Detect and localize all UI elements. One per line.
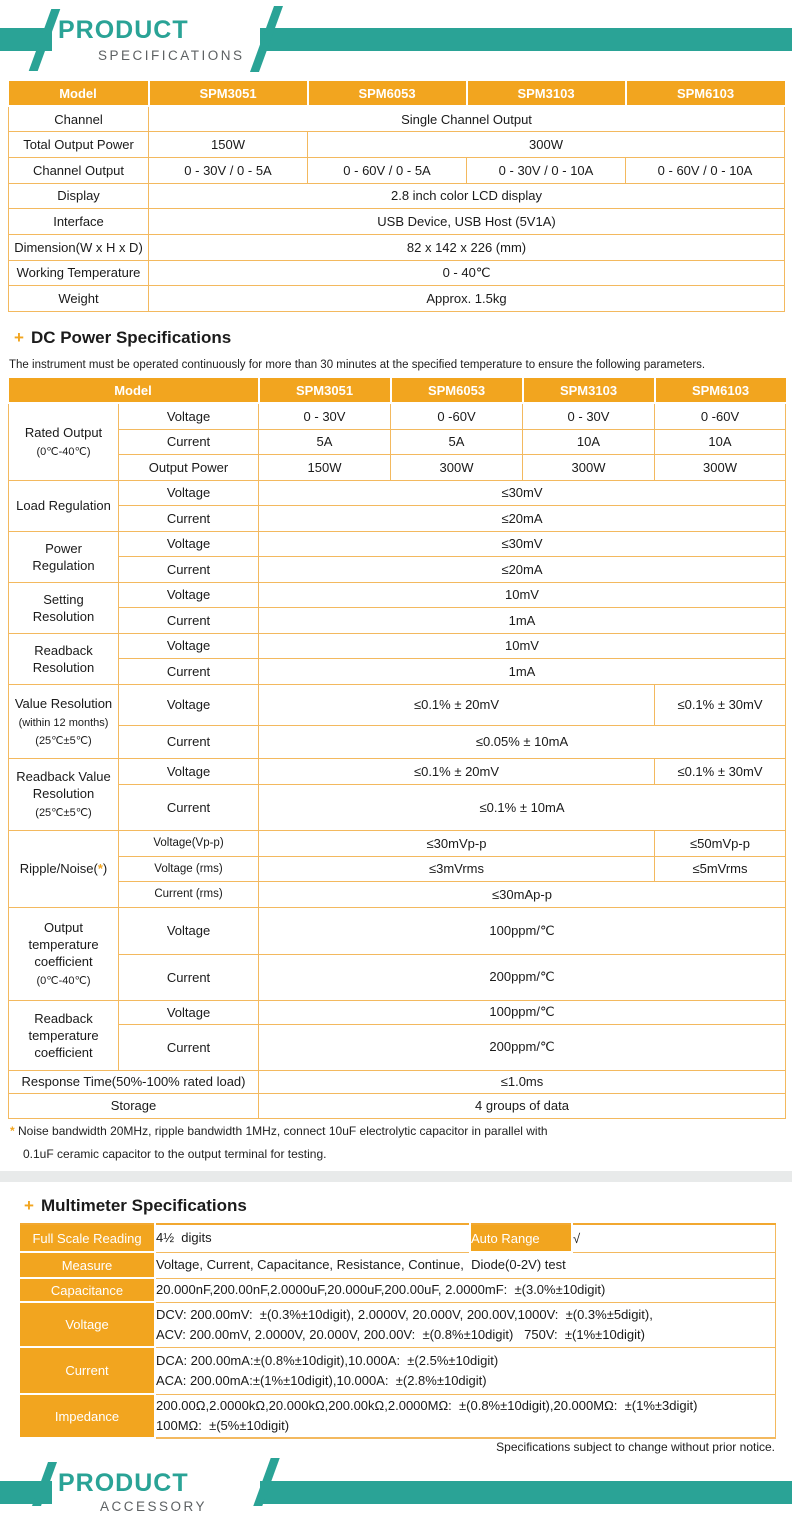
spec-value: USB Device, USB Host (5V1A)	[149, 209, 785, 235]
spec-value: 1mA	[259, 658, 786, 684]
spec-value-line: 200.00Ω,2.0000kΩ,20.000kΩ,200.00kΩ,2.0000MΩ: ±(0.8%±10digit),20.000MΩ: ±(1%±3digit)	[156, 1397, 698, 1413]
spec-value-line: Voltage, Current, Capacitance, Resistance, Continue, Diode(0-2V) test	[156, 1257, 566, 1273]
spec-value: ≤5mVrms	[655, 856, 786, 881]
spec-value: 10A	[655, 429, 786, 454]
table-row	[9, 429, 786, 454]
spec-value: ≤0.1% ± 30mV	[655, 758, 786, 784]
group-label	[9, 480, 119, 531]
group-label-text: Readback temperature coefficient	[28, 1010, 99, 1060]
table-row	[9, 531, 786, 556]
dc-section-note: The instrument must be operated continuously for more than 30 minutes at the specified temperature to ensure the following parameters.	[9, 359, 706, 371]
group-label-sub: (0℃-40℃)	[36, 446, 91, 459]
dc-footnote-line1	[10, 1124, 548, 1138]
spec-value-line: 100MΩ: ±(5%±10digit)	[156, 1417, 290, 1433]
row-label: Display	[9, 183, 149, 209]
spec-value: ≤1.0ms	[259, 1070, 786, 1093]
row-label: Dimension(W x H x D)	[9, 234, 149, 260]
dc-footnote-line2: 0.1uF ceramic capacitor to the output terminal for testing.	[23, 1147, 327, 1161]
table-row	[20, 1252, 775, 1278]
group-label-text: Readback Value Resolution	[16, 769, 111, 801]
spec-value-line: ACV: 200.00mV, 2.0000V, 20.000V, 200.00V: ±(0.8%±10digit) 750V: ±(1%±10digit)	[156, 1326, 645, 1342]
plus-icon: +	[14, 328, 24, 347]
param-label: Voltage	[119, 531, 259, 556]
spec-value: 0 - 30V	[259, 403, 391, 429]
table-row	[9, 725, 786, 758]
param-label: Voltage	[119, 907, 259, 954]
spec-value: 82 x 142 x 226 (mm)	[149, 234, 785, 260]
param-label: Voltage	[119, 480, 259, 505]
spec-value: 5A	[391, 429, 523, 454]
row-label: Current	[20, 1347, 155, 1394]
table-row	[9, 1093, 786, 1118]
disclaimer-note: Specifications subject to change without prior notice.	[496, 1440, 775, 1454]
group-label	[9, 758, 119, 830]
param-label: Voltage(Vp-p)	[119, 830, 259, 856]
table-row	[9, 556, 786, 582]
param-label: Current	[119, 725, 259, 758]
spec-value: ≤0.1% ± 20mV	[259, 684, 655, 725]
row-label: Interface	[9, 209, 149, 235]
spec-value: 200ppm/℃	[259, 1024, 786, 1070]
overview-table	[8, 81, 785, 312]
param-label: Voltage (rms)	[119, 856, 259, 881]
table-row	[9, 582, 786, 607]
footer-band-right	[260, 1481, 792, 1504]
spec-value: ≤30mVp-p	[259, 830, 655, 856]
row-label: Impedance	[20, 1394, 155, 1438]
table-row	[9, 658, 786, 684]
table-row	[9, 157, 785, 183]
table-row	[9, 607, 786, 633]
param-label: Current	[119, 1024, 259, 1070]
param-label: Voltage	[119, 1000, 259, 1024]
param-label: Current	[119, 429, 259, 454]
spec-value: 300W	[308, 132, 785, 158]
group-label-text: Rated Output	[24, 425, 103, 441]
spec-value	[155, 1302, 775, 1347]
row-label: Response Time(50%-100% rated load)	[9, 1070, 259, 1093]
spec-value: 100ppm/℃	[259, 907, 786, 954]
group-label-sub: (25℃±5℃)	[35, 734, 92, 747]
spec-value: 0 - 30V / 0 - 5A	[149, 157, 308, 183]
group-label-text: Readback Resolution	[32, 642, 95, 675]
spec-value: ≤0.1% ± 10mA	[259, 784, 786, 830]
checkmark-icon: √	[572, 1224, 775, 1252]
table-row	[9, 81, 785, 106]
spec-value: 200ppm/℃	[259, 954, 786, 1000]
spec-value: 100ppm/℃	[259, 1000, 786, 1024]
table-row	[9, 286, 785, 312]
dc-section-title-text: DC Power Specifications	[30, 328, 232, 347]
group-label-sub: (within 12 months)	[18, 716, 109, 729]
param-label: Current (rms)	[119, 881, 259, 907]
group-label	[9, 403, 119, 480]
spec-value: 0 - 60V / 0 - 5A	[308, 157, 467, 183]
spec-value-line: 20.000nF,200.00nF,2.0000uF,20.000uF,200.00uF, 2.0000mF: ±(3.0%±10digit)	[156, 1282, 606, 1297]
table-row	[9, 954, 786, 1000]
table-row	[20, 1302, 775, 1347]
asterisk-icon: *	[10, 1124, 15, 1138]
group-label	[9, 582, 119, 633]
table-row	[9, 633, 786, 658]
group-label	[9, 684, 119, 758]
group-label-sub: (25℃±5℃)	[35, 807, 92, 819]
row-label: Full Scale Reading	[20, 1224, 155, 1252]
table-row	[20, 1224, 775, 1252]
table-row	[9, 505, 786, 531]
param-label: Voltage	[119, 758, 259, 784]
asterisk-icon: *	[97, 861, 103, 876]
col-header: SPM6103	[655, 378, 786, 403]
table-row	[9, 106, 785, 132]
table-row	[9, 684, 786, 725]
table-row	[9, 1024, 786, 1070]
table-row	[9, 403, 786, 429]
spec-value: 10A	[523, 429, 655, 454]
header-logo-subtitle: SPECIFICATIONS	[98, 48, 245, 63]
param-label: Current	[119, 658, 259, 684]
group-label-text: Value Resolution	[14, 695, 113, 711]
col-header: SPM6053	[308, 81, 467, 106]
row-label: Auto Range	[470, 1224, 572, 1252]
spec-value-line: 4½ digits	[156, 1230, 212, 1246]
spec-value: ≤20mA	[259, 505, 786, 531]
spec-value: ≤0.1% ± 30mV	[655, 684, 786, 725]
param-label: Current	[119, 784, 259, 830]
spec-value: 0 - 30V	[523, 403, 655, 429]
col-header: SPM3051	[149, 81, 308, 106]
row-label: Channel Output	[9, 157, 149, 183]
col-header: SPM3051	[259, 378, 391, 403]
spec-value-line: DCV: 200.00mV: ±(0.3%±10digit), 2.0000V, 20.000V, 200.00V,1000V: ±(0.3%±5digit),	[156, 1306, 653, 1322]
param-label: Current	[119, 505, 259, 531]
spec-value: 300W	[391, 454, 523, 480]
section-divider	[0, 1171, 792, 1182]
header-band-right	[260, 28, 792, 51]
row-label: Weight	[9, 286, 149, 312]
table-row	[9, 260, 785, 286]
spec-value: 300W	[523, 454, 655, 480]
spec-value: 10mV	[259, 582, 786, 607]
group-label-text: Setting Resolution	[32, 591, 95, 624]
spec-value: 150W	[149, 132, 308, 158]
spec-value: 1mA	[259, 607, 786, 633]
param-label: Current	[119, 556, 259, 582]
spec-value: 0 -60V	[655, 403, 786, 429]
plus-icon: +	[24, 1196, 34, 1215]
multimeter-table	[20, 1223, 776, 1439]
spec-value-line: ACA: 200.00mA:±(1%±10digit),10.000A: ±(2.8%±10digit)	[156, 1372, 487, 1388]
col-header: SPM3103	[467, 81, 626, 106]
row-label: Capacitance	[20, 1278, 155, 1302]
table-row	[9, 758, 786, 784]
param-label: Voltage	[119, 582, 259, 607]
spec-value: 5A	[259, 429, 391, 454]
table-row	[20, 1347, 775, 1394]
spec-value: ≤30mAp-p	[259, 881, 786, 907]
table-row	[9, 454, 786, 480]
row-label: Channel	[9, 106, 149, 132]
spec-value	[155, 1278, 775, 1302]
table-row	[9, 234, 785, 260]
table-row	[9, 1070, 786, 1093]
table-row	[9, 209, 785, 235]
spec-value: ≤30mV	[259, 480, 786, 505]
param-label: Voltage	[119, 633, 259, 658]
mm-section-title-text: Multimeter Specifications	[40, 1196, 247, 1215]
table-row	[9, 1000, 786, 1024]
group-label	[9, 531, 119, 582]
group-label-text: Ripple/Noise(*)	[19, 861, 108, 876]
col-header: Model	[9, 378, 259, 403]
table-row	[9, 881, 786, 907]
table-row	[9, 132, 785, 158]
dc-spec-table	[8, 378, 786, 1119]
group-label-text: Power Regulation	[32, 540, 95, 573]
spec-value-line: DCA: 200.00mA:±(0.8%±10digit),10.000A: ±(2.5%±10digit)	[156, 1352, 499, 1368]
spec-value: 0 - 60V / 0 - 10A	[626, 157, 785, 183]
table-row	[20, 1394, 775, 1438]
spec-value	[155, 1252, 775, 1278]
row-label: Total Output Power	[9, 132, 149, 158]
table-row	[9, 907, 786, 954]
spec-value: Approx. 1.5kg	[149, 286, 785, 312]
param-label: Output Power	[119, 454, 259, 480]
table-row	[9, 830, 786, 856]
dc-section-title	[14, 328, 231, 348]
table-row	[9, 378, 786, 403]
spec-value: 2.8 inch color LCD display	[149, 183, 785, 209]
group-label-sub: (0℃-40℃)	[36, 975, 91, 987]
row-label: Working Temperature	[9, 260, 149, 286]
table-row	[9, 856, 786, 881]
group-label-text: Load Regulation	[16, 498, 111, 513]
table-row	[20, 1278, 775, 1302]
table-row	[9, 183, 785, 209]
spec-value: 150W	[259, 454, 391, 480]
param-label: Current	[119, 954, 259, 1000]
param-label: Current	[119, 607, 259, 633]
header-logo-title: PRODUCT	[58, 16, 189, 44]
col-header: SPM3103	[523, 378, 655, 403]
param-label: Voltage	[119, 403, 259, 429]
row-label: Measure	[20, 1252, 155, 1278]
row-label: Voltage	[20, 1302, 155, 1347]
spec-value: Single Channel Output	[149, 106, 785, 132]
group-label	[9, 633, 119, 684]
spec-value: ≤3mVrms	[259, 856, 655, 881]
spec-value: 10mV	[259, 633, 786, 658]
col-header: SPM6103	[626, 81, 785, 106]
col-header: SPM6053	[391, 378, 523, 403]
mm-section-title	[24, 1196, 247, 1216]
spec-value: ≤20mA	[259, 556, 786, 582]
group-label	[9, 907, 119, 1000]
param-label: Voltage	[119, 684, 259, 725]
dc-footnote-text1: Noise bandwidth 20MHz, ripple bandwidth 1MHz, connect 10uF electrolytic capacitor in parallel with	[18, 1124, 548, 1138]
spec-value: ≤50mVp-p	[655, 830, 786, 856]
spec-value: 0 - 40℃	[149, 260, 785, 286]
spec-value	[155, 1347, 775, 1394]
spec-value	[155, 1224, 470, 1252]
spec-value: ≤0.1% ± 20mV	[259, 758, 655, 784]
spec-value: 300W	[655, 454, 786, 480]
group-label	[9, 830, 119, 907]
spec-value: 4 groups of data	[259, 1093, 786, 1118]
table-row	[9, 480, 786, 505]
footer-logo-title: PRODUCT	[58, 1469, 189, 1497]
spec-value: ≤0.05% ± 10mA	[259, 725, 786, 758]
footer-logo-subtitle: ACCESSORY	[100, 1499, 208, 1514]
spec-value: 0 - 30V / 0 - 10A	[467, 157, 626, 183]
spec-value	[155, 1394, 775, 1438]
row-label: Storage	[9, 1093, 259, 1118]
table-row	[9, 784, 786, 830]
group-label-text: Output temperature coefficient	[28, 920, 99, 969]
spec-value: ≤30mV	[259, 531, 786, 556]
col-header: Model	[9, 81, 149, 106]
group-label	[9, 1000, 119, 1070]
spec-value: 0 -60V	[391, 403, 523, 429]
